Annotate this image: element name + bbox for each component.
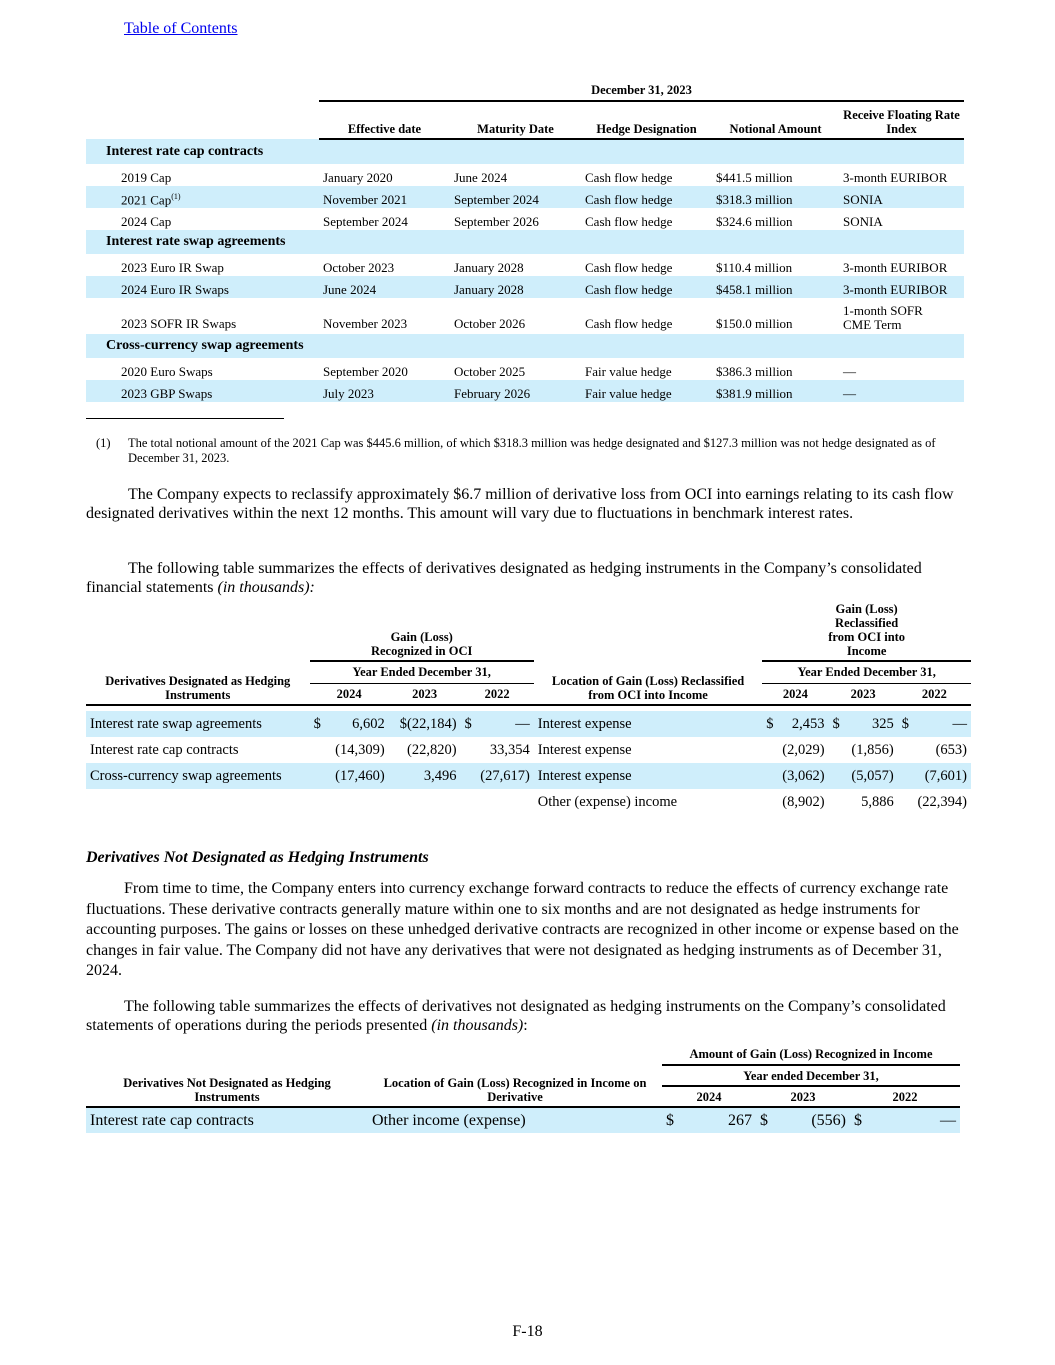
effective-date: July 2023 <box>323 386 374 401</box>
currency-symbol: $ <box>766 715 774 732</box>
currency-symbol <box>310 763 325 789</box>
oci-2023: $(22,184) <box>399 715 457 732</box>
table-row <box>86 711 971 737</box>
currency-symbol <box>829 763 844 789</box>
notional-amount: $318.3 million <box>716 192 793 207</box>
table-row <box>86 186 964 208</box>
currency-symbol <box>461 763 476 789</box>
reclass-2024: (2,029) <box>782 741 825 758</box>
location: Interest expense <box>537 741 632 758</box>
table-row <box>86 1107 960 1133</box>
oci-2022: (27,617) <box>480 767 530 784</box>
currency-symbol <box>762 737 777 763</box>
oci-2024: 6,602 <box>352 715 385 732</box>
location: Other income (expense) <box>372 1111 526 1129</box>
reclass-group-label: Gain (Loss) Reclassified from OCI into Income <box>828 602 906 658</box>
hedge-designation: Cash flow hedge <box>585 260 673 275</box>
currency-symbol <box>898 763 913 789</box>
year-2022: 2022 <box>850 1086 960 1107</box>
reclass-group-header <box>762 602 971 661</box>
effective-date: November 2021 <box>323 192 408 207</box>
section-heading: Derivatives Not Designated as Hedging Instruments <box>86 849 429 866</box>
currency-symbol: $ <box>832 715 840 732</box>
table-row <box>86 276 964 298</box>
maturity-date: September 2026 <box>454 214 539 229</box>
rate-index <box>839 298 964 334</box>
row-name: 2024 Cap <box>121 214 172 229</box>
currency-symbol <box>310 737 325 763</box>
col-location: Location of Gain (Loss) Recognized in Income on Derivative <box>368 1044 662 1107</box>
currency-symbol <box>898 737 913 763</box>
notional-amount: $386.3 million <box>716 364 793 379</box>
value-2024: 267 <box>728 1111 752 1129</box>
hedge-contracts-table <box>86 76 964 402</box>
table-row <box>86 737 971 763</box>
rate-index: 3-month EURIBOR <box>843 282 948 297</box>
instrument <box>86 789 310 815</box>
currency-symbol: $ <box>760 1111 768 1129</box>
table-row <box>86 298 964 334</box>
table-row <box>86 789 971 815</box>
year-2024: 2024 <box>662 1086 756 1107</box>
non-designated-table <box>86 1044 960 1133</box>
amount-group-header: Amount of Gain (Loss) Recognized in Income <box>662 1044 960 1065</box>
effective-date: November 2023 <box>323 316 408 331</box>
currency-symbol: $ <box>666 1111 674 1129</box>
location: Interest expense <box>537 715 632 732</box>
instrument: Interest rate cap contracts <box>90 741 239 758</box>
row-name: 2024 Euro IR Swaps <box>121 282 229 297</box>
table-row <box>86 358 964 380</box>
effective-date: October 2023 <box>323 260 395 275</box>
rate-index-line1: 1-month SOFR <box>843 303 923 318</box>
col-effective-date: Effective date <box>319 101 450 139</box>
maturity-date: October 2025 <box>454 364 526 379</box>
oci-2022: — <box>515 715 530 732</box>
year-header: Year ended December 31, <box>662 1065 960 1086</box>
notional-amount: $381.9 million <box>716 386 793 401</box>
hedge-designation: Cash flow hedge <box>585 170 673 185</box>
intro-unit: (in thousands) <box>431 1016 524 1034</box>
notional-amount: $324.6 million <box>716 214 793 229</box>
oci-2024 <box>325 789 389 815</box>
oci-group-label: Gain (Loss) Recognized in OCI <box>370 630 473 658</box>
table-row <box>86 380 964 402</box>
currency-symbol <box>829 737 844 763</box>
hedge-designation: Fair value hedge <box>585 386 672 401</box>
section-row <box>86 230 964 254</box>
row-name: 2023 GBP Swaps <box>121 386 213 401</box>
rate-index: — <box>843 386 856 401</box>
currency-symbol: $ <box>464 715 472 732</box>
designated-effects-table <box>86 602 971 815</box>
effective-date: September 2020 <box>323 364 408 379</box>
currency-symbol <box>829 789 844 815</box>
col-instrument: Derivatives Designated as Hedging Instruments <box>86 661 310 705</box>
reclass-2024: (3,062) <box>782 767 825 784</box>
reclass-2022: (22,394) <box>917 793 967 810</box>
reclass-2022: — <box>952 715 967 732</box>
reclass-2023: 5,886 <box>861 793 894 810</box>
section-row <box>86 334 964 358</box>
notional-amount: $110.4 million <box>716 260 793 275</box>
col-instrument: Derivatives Not Designated as Hedging Instruments <box>86 1044 368 1107</box>
intro-unit: (in thousands): <box>217 578 315 596</box>
maturity-date: January 2028 <box>454 260 524 275</box>
value-2023: (556) <box>811 1111 846 1129</box>
currency-symbol <box>898 789 913 815</box>
table-row <box>86 763 971 789</box>
effective-date: September 2024 <box>323 214 408 229</box>
effective-date: January 2020 <box>323 170 393 185</box>
col-notional-amount: Notional Amount <box>712 101 839 139</box>
oci-year-2023: 2023 <box>389 683 461 705</box>
section-title: Cross-currency swap agreements <box>106 338 304 353</box>
maturity-date: October 2026 <box>454 316 526 331</box>
footnote-number: (1) <box>96 436 111 450</box>
section-row <box>86 139 964 164</box>
col-location: Location of Gain (Loss) Reclassified from OCI into Income <box>534 661 763 705</box>
maturity-date: June 2024 <box>454 170 508 185</box>
table-row <box>86 208 964 230</box>
row-name: 2020 Euro Swaps <box>121 364 213 379</box>
currency-symbol: $ <box>901 715 909 732</box>
section-title: Interest rate cap contracts <box>106 144 264 159</box>
notional-amount: $150.0 million <box>716 316 793 331</box>
reclass-year-2022: 2022 <box>898 683 971 705</box>
oci-year-2024: 2024 <box>310 683 389 705</box>
value-2022: — <box>940 1111 956 1129</box>
hedge-designation: Cash flow hedge <box>585 192 673 207</box>
hedge-designation: Cash flow hedge <box>585 316 673 331</box>
notional-amount: $441.5 million <box>716 170 793 185</box>
section-title: Interest rate swap agreements <box>106 234 286 249</box>
period-header: December 31, 2023 <box>319 76 964 101</box>
non-designated-intro-paragraph <box>86 998 961 1035</box>
oci-2023: (22,820) <box>407 741 457 758</box>
row-name: 2023 SOFR IR Swaps <box>121 316 237 331</box>
effects-intro-paragraph <box>86 560 961 597</box>
rate-index: SONIA <box>843 192 883 207</box>
year-2023: 2023 <box>756 1086 850 1107</box>
non-designated-paragraph: From time to time, the Company enters into currency exchange forward contracts to reduce the effects of currency exchange rate fluctuations. These derivative contracts generally mature within one to six months and are not designated as hedge instruments for accounting purposes. The gains or losses on these unhedged derivative contracts are recognized in other income or expense based on the changes in fair value. The Company did not have any derivatives that were not designated as hedging instruments as of December 31, 2024. <box>86 880 959 979</box>
oci-2024: (17,460) <box>335 767 385 784</box>
oci-2022 <box>476 789 534 815</box>
table-row <box>86 254 964 276</box>
effective-date: June 2024 <box>323 282 377 297</box>
reclass-year-header: Year Ended December 31, <box>762 661 971 683</box>
row-name: 2023 Euro IR Swap <box>121 260 224 275</box>
hedge-designation: Fair value hedge <box>585 364 672 379</box>
oci-2022: 33,354 <box>489 741 530 758</box>
hedge-designation: Cash flow hedge <box>585 282 673 297</box>
reclass-2022: (653) <box>935 741 967 758</box>
maturity-date: September 2024 <box>454 192 539 207</box>
reclass-year-2024: 2024 <box>762 683 828 705</box>
col-receive-floating-rate-index: Receive Floating Rate Index <box>839 101 964 139</box>
table-row <box>86 164 964 186</box>
col-maturity-date: Maturity Date <box>450 101 581 139</box>
table-of-contents-link[interactable]: Table of Contents <box>124 20 238 37</box>
col-hedge-designation: Hedge Designation <box>581 101 712 139</box>
instrument: Interest rate swap agreements <box>90 715 262 732</box>
footnote-text: The total notional amount of the 2021 Cap was $445.6 million, of which $318.3 million was hedge designated and $127.3 million was not hedge designated as of December 31, 2023. <box>128 436 936 465</box>
oci-2023: 3,496 <box>423 767 457 784</box>
reclass-2022: (7,601) <box>924 767 967 784</box>
footnote-marker: (1) <box>171 191 181 201</box>
footnote-divider <box>86 418 284 419</box>
maturity-date: February 2026 <box>454 386 531 401</box>
hedge-designation: Cash flow hedge <box>585 214 673 229</box>
reclass-2023: (1,856) <box>851 741 894 758</box>
currency-symbol <box>461 789 476 815</box>
location: Other (expense) income <box>537 793 678 810</box>
reclassification-paragraph: The Company expects to reclassify approximately $6.7 million of derivative loss from OCI into earnings relating to its cash flow designated derivatives within the next 12 months. This amount will vary due to fluctuations in benchmark interest rates. <box>86 486 954 522</box>
oci-group-header <box>310 602 534 661</box>
rate-index-line2: CME Term <box>843 317 902 332</box>
reclass-2024: (8,902) <box>782 793 825 810</box>
instrument: Interest rate cap contracts <box>90 1111 254 1129</box>
maturity-date: January 2028 <box>454 282 524 297</box>
row-name-text: 2021 Cap <box>121 192 172 207</box>
reclass-2023: 325 <box>871 715 894 732</box>
oci-year-header: Year Ended December 31, <box>310 661 534 683</box>
currency-symbol: $ <box>854 1111 862 1129</box>
oci-2023 <box>389 789 461 815</box>
notional-amount: $458.1 million <box>716 282 793 297</box>
rate-index: SONIA <box>843 214 883 229</box>
oci-2024: (14,309) <box>335 741 385 758</box>
rate-index: — <box>843 364 856 379</box>
location: Interest expense <box>537 767 632 784</box>
intro-text: The following table summarizes the effects of derivatives not designated as hedging instruments on the Company’s consolidated statements of operations during the periods presented <box>86 998 946 1034</box>
reclass-year-2023: 2023 <box>829 683 898 705</box>
rate-index: 3-month EURIBOR <box>843 260 948 275</box>
row-name <box>86 186 319 208</box>
intro-text: The following table summarizes the effects of derivatives designated as hedging instruments in the Company’s consolidated financial statements <box>86 560 922 596</box>
currency-symbol: $ <box>313 715 321 732</box>
currency-symbol <box>762 763 777 789</box>
currency-symbol <box>310 789 325 815</box>
reclass-2023: (5,057) <box>851 767 894 784</box>
reclass-2024: 2,453 <box>791 715 825 732</box>
instrument: Cross-currency swap agreements <box>90 767 282 784</box>
page-number: F-18 <box>512 1323 543 1340</box>
currency-symbol <box>762 789 777 815</box>
row-name: 2019 Cap <box>121 170 172 185</box>
currency-symbol <box>461 737 476 763</box>
rate-index: 3-month EURIBOR <box>843 170 948 185</box>
oci-year-2022: 2022 <box>461 683 534 705</box>
intro-tail: : <box>523 1016 528 1034</box>
